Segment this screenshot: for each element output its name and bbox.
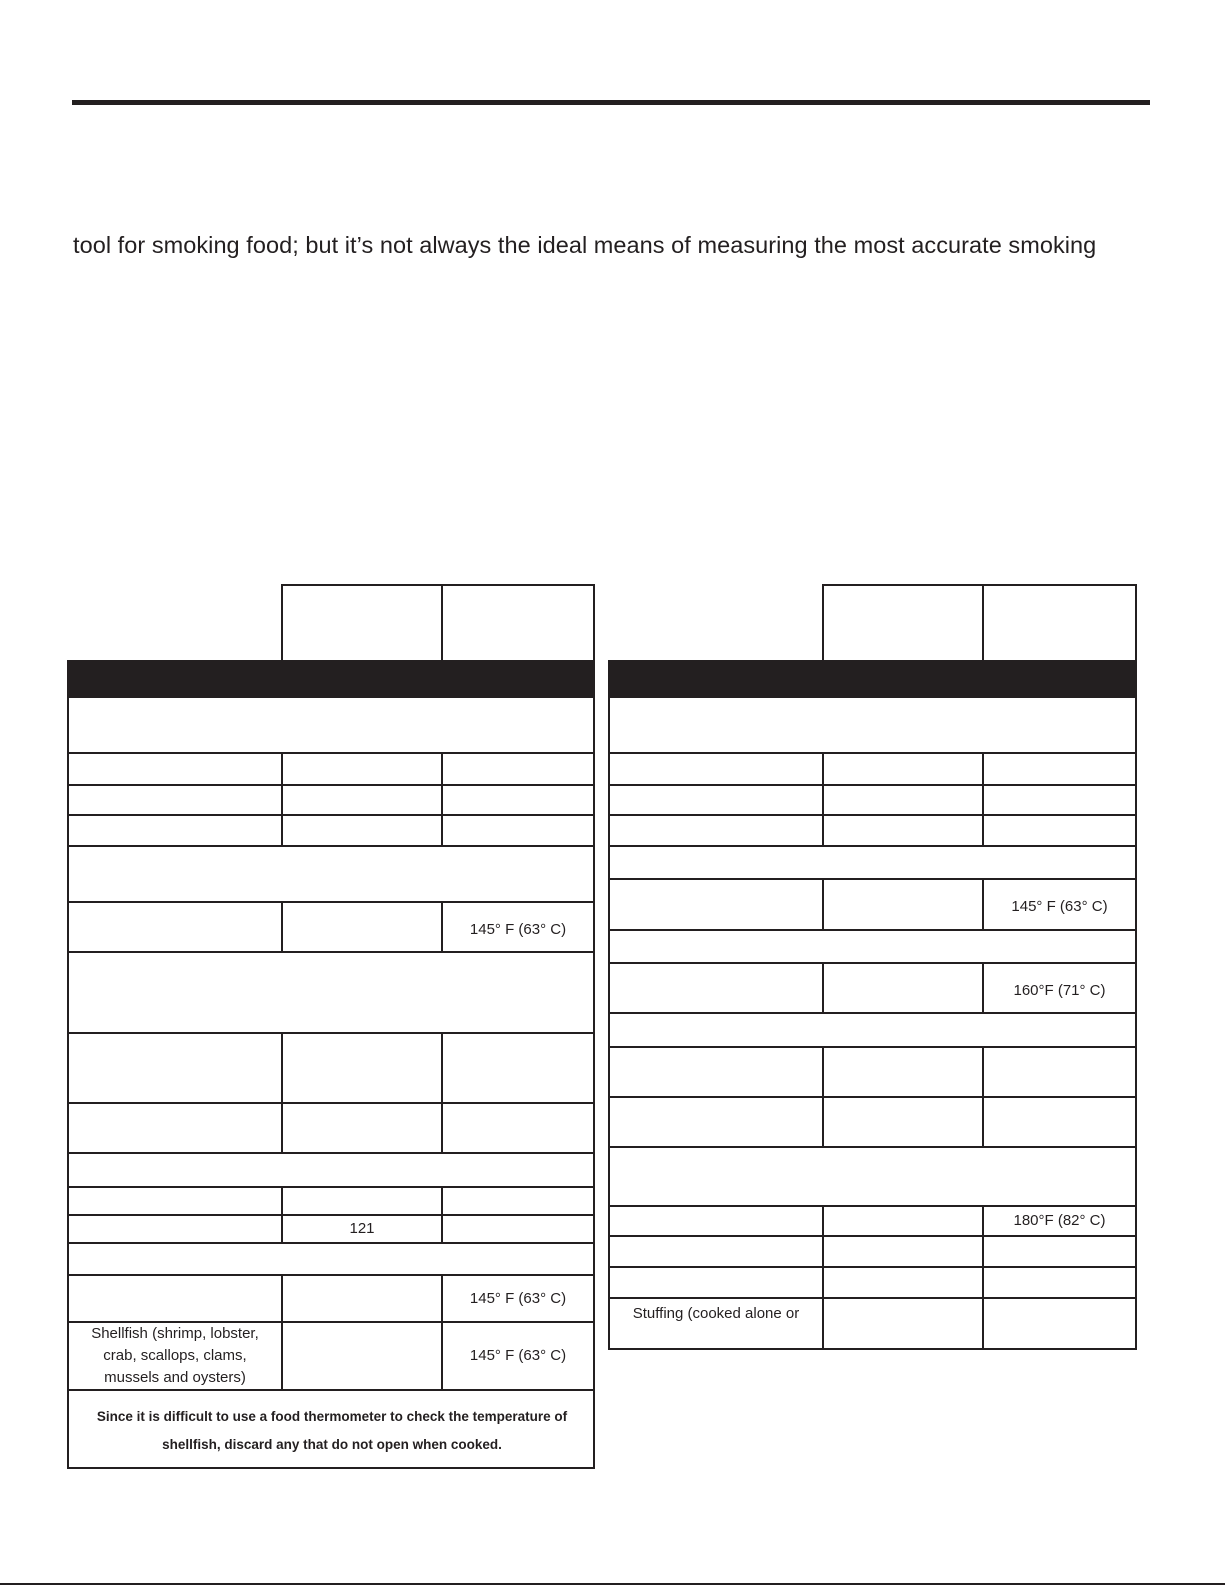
left-temp-cell: 145° F (63° C) — [469, 921, 567, 938]
right-temp-a: 145° F (63° C) — [1011, 898, 1108, 915]
top-rule — [72, 100, 1150, 105]
left-header-col3 — [441, 584, 595, 662]
left-header-col2 — [281, 584, 443, 662]
right-temp-b: 160°F (71° C) — [1013, 982, 1106, 999]
right-header-col2 — [822, 584, 984, 662]
left-shellfish-note: Since it is difficult to use a food thermometer to check the temperature of shellfish, discard any that do not open when cooked. — [96, 1409, 568, 1452]
left-finfish-temp: 145° F (63° C) — [469, 1290, 567, 1307]
left-value-cell: 121 — [349, 1220, 375, 1237]
right-category-band — [608, 660, 1137, 698]
right-table-body — [608, 696, 1137, 1350]
right-stuffing-label: Stuffing (cooked alone or — [632, 1305, 800, 1322]
intro-paragraph-line: tool for smoking food; but it’s not always the ideal means of measuring the most accurate smoking — [73, 232, 1097, 258]
left-shellfish-temp: 145° F (63° C) — [469, 1347, 567, 1364]
left-category-band — [67, 660, 595, 698]
left-shellfish-label: Shellfish (shrimp, lobster, crab, scallops, clams, mussels and oysters) — [91, 1325, 259, 1386]
right-temp-c: 180°F (82° C) — [1013, 1212, 1106, 1229]
right-header-col3 — [982, 584, 1137, 662]
